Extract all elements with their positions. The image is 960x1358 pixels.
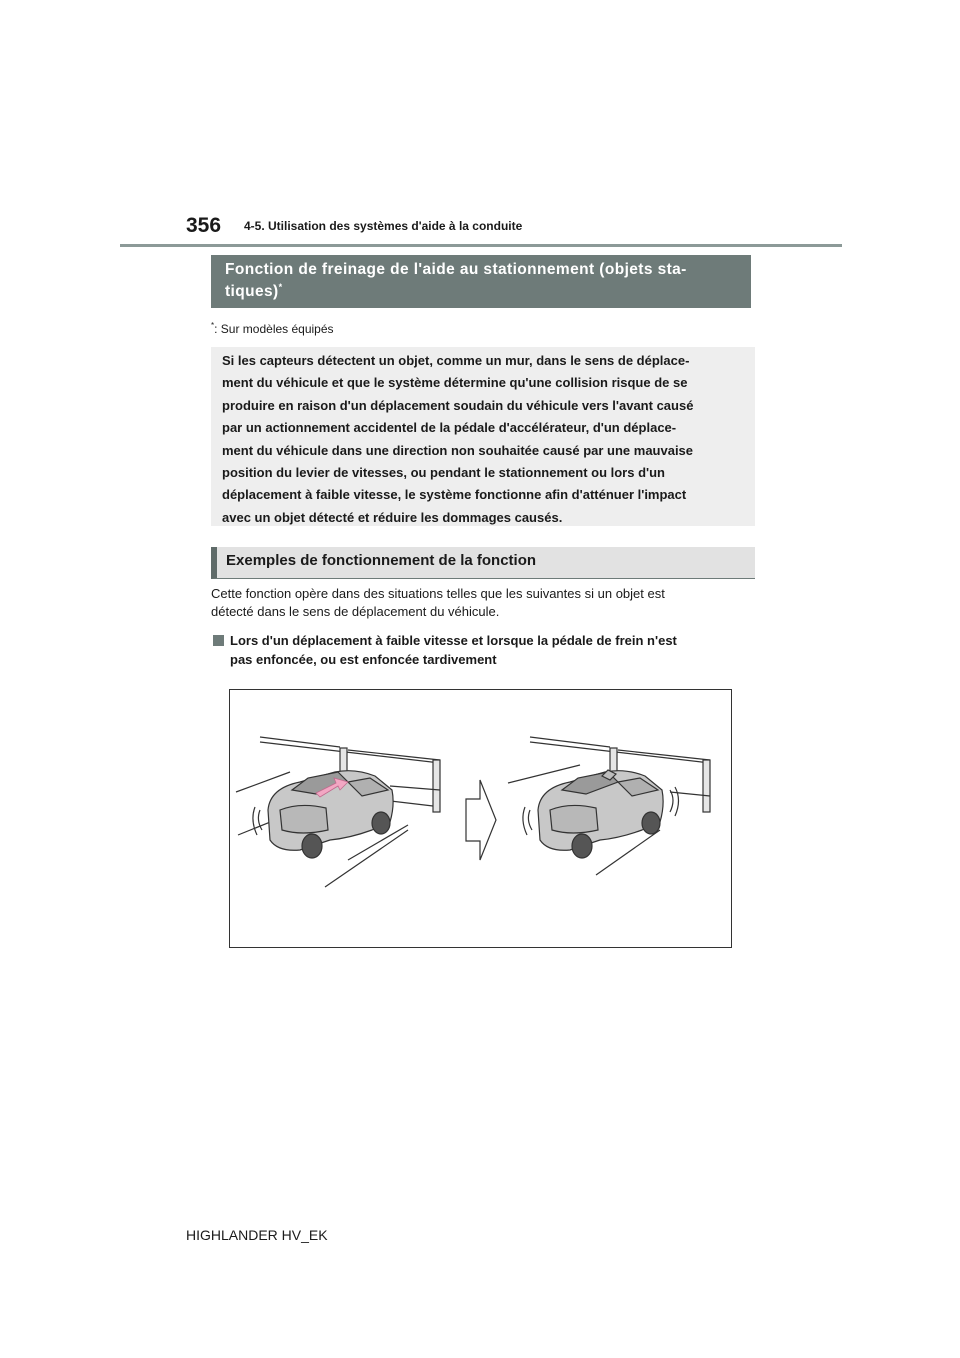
right-car: [523, 770, 679, 858]
illustration-figure: [229, 689, 732, 948]
info-line: position du levier de vitesses, ou pendant le stationnement ou lors d'un: [222, 465, 665, 481]
header-divider: [120, 244, 842, 247]
footnote: [211, 321, 334, 336]
info-line: ment du véhicule et que le système détermine qu'une collision risque de se: [222, 375, 688, 391]
info-line: Si les capteurs détectent un objet, comme un mur, dans le sens de déplace-: [222, 353, 690, 368]
info-line: déplacement à faible vitesse, le système fonctionne afin d'atténuer l'impact: [222, 487, 687, 503]
footnote-marker: *: [278, 281, 283, 292]
footnote-text: : Sur modèles équipés: [214, 322, 334, 336]
bullet-line-2: pas enfoncée, ou est enfoncée tardivement: [230, 652, 497, 667]
body-line-2: détecté dans le sens de déplacement du véhicule.: [211, 604, 500, 619]
parking-brake-illustration: [230, 690, 733, 949]
info-box: [211, 347, 755, 526]
bullet-line-1: Lors d'un déplacement à faible vitesse et lorsque la pédale de frein n'est: [230, 633, 677, 648]
section-path: 4-5. Utilisation des systèmes d'aide à la conduite: [244, 219, 523, 233]
bullet-item: [213, 631, 677, 669]
body-paragraph: [211, 585, 665, 621]
transition-arrow-icon: [466, 780, 496, 860]
left-car: [253, 771, 393, 858]
info-line: ment du véhicule dans une direction non souhaitée causé par une mauvaise: [222, 442, 694, 458]
body-line-1: Cette fonction opère dans des situations telles que les suivantes si un objet est: [211, 586, 665, 601]
footnote-asterisk: *: [211, 321, 215, 330]
info-line: avec un objet détecté et réduire les dommages causés.: [222, 509, 563, 525]
info-line: produire en raison d'un déplacement soudain du véhicule vers l'avant causé: [222, 397, 694, 413]
section-title-line-2-text: tiques): [225, 283, 279, 300]
info-line: par un actionnement accidentel de la pédale d'accélérateur, d'un déplace-: [222, 420, 677, 436]
page-number: 356: [186, 214, 222, 237]
section-title-box: [211, 255, 751, 308]
footer-model-name: HIGHLANDER HV_EK: [186, 1227, 328, 1243]
square-bullet-icon: [213, 635, 224, 646]
section-title-line-2: [225, 281, 751, 303]
subheading: Exemples de fonctionnement de la fonction: [211, 547, 755, 579]
section-title-line-1: Fonction de freinage de l'aide au stationnement (objets sta-: [225, 261, 687, 278]
